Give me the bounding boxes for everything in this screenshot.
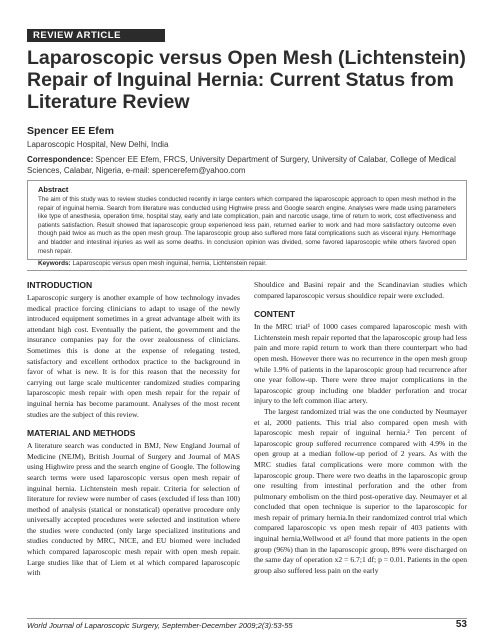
keywords (38, 259, 456, 268)
methods-heading: MATERIAL AND METHODS (27, 428, 136, 439)
keywords-text: Laparoscopic versus open mesh inguinal, hernia, Lichtenstein repair. (72, 260, 267, 268)
section-label: REVIEW ARTICLE (33, 30, 121, 41)
affiliation: Laparoscopic Hospital, New Delhi, India (27, 140, 169, 149)
page-footer (27, 618, 467, 631)
right-column (254, 280, 467, 576)
introduction-heading: INTRODUCTION (27, 280, 93, 290)
methods-text: A literature search was conducted in BMJ, New England Journal of Medicine (NEJM), British Journal of Surgery and Journal of MAS using Highwire press and the search engine of Google. The following search terms were used laparoscopic versus open mesh repair of inguinal hernia. Lichtenstein mesh repair. Criteria for selection of literature for review were number of cases (excluded if less than 100) method of analysis (statical or nonstatical) operative procedure only universally accepted procedures were selected and institution where the studies were conducted (only large specialized institutions and studies conducted by MRC, NICE, and EU biomed were included which compared laparoscopic mesh repair with open mesh repair. Large studies like that of Liem et al which compared laparoscopic with (27, 441, 240, 578)
divider (27, 270, 467, 271)
content-paragraph-1: In the MRC trial¹ of 1000 cases compared laparoscopic mesh with Lichtenstein mesh repair reported that the laparoscopic group had less pain and more rapid return to work than there counterpart who had open mesh. However there was no recurrence in the open mesh group while 1.9% of patients in the laparoscopic group had recurrence after one year follow-up. There were three major complications in the laparoscopic group including one bladder perforation and trocar injury to the left common iliac artery. (254, 322, 467, 406)
article-title: Laparoscopic versus Open Mesh (Lichtenstein) Repair of Inguinal Hernia: Current Status from Literature Review (27, 47, 466, 113)
page-number: 53 (455, 619, 467, 630)
keywords-label: Keywords: (38, 260, 71, 268)
journal-citation: World Journal of Laparoscopic Surgery, September-December 2009;2(3):53-55 (27, 621, 293, 630)
correspondence-text: Spencer EE Efem, FRCS, University Department of Surgery, University of Calabar, College of Medical Sciences, Calabar, Nigeria, e-mail: spencerefem@yahoo.com (27, 155, 456, 175)
author-name: Spencer EE Efem (27, 125, 114, 137)
abstract-text: The aim of this study was to review studies conducted recently in large centers which compared the laparoscopic approach to open mesh method in the repair of inguinal hernia. Search from literature was conducted using Highwire press and Google search engine. Analyses were made using parameters like type of anesthesia, operation time, hospital stay, early and late complication, pain and narcotic usage, time of return to work, cost effectiveness and patients satisfaction. Result showed that laparoscopic group experienced less pain, returned earlier to work and had more satisfactory outcome even though paid twice as much as the open mesh group. The laparoscopic group also suffered more fatal complications such as visceral injury. Hemorrhage and bladder and intestinal injuries as well as some deaths. In conclusion opinion was divided, some favored laparoscopic while others favored open mesh repair. (38, 196, 456, 255)
content-paragraph-2: The largest randomized trial was the one conducted by Neumayer et al, 2000 patients. This trial also compared open mesh with laparoscopic mesh repair of inguinal hernia.² Ten percent of laparoscopic group suffered recurrence compared with 4.9% in the open group at a median follow-up period of 2 years. As with the MRC studies fatal complications were more common with the laparoscopic group. There were two deaths in the laparoscopic group one resulting from intestinal perforation and the other from pulmonary embolism on the third post-operative day. Neumayer et al concluded that open technique is superior to the laparoscopic for mesh repair of primary hernia.In their randomized control trial which compared laparoscopic vs open mesh repair of 403 patients with inguinal hernia,Wellwood et al³ found that more patients in the open group (96%) than in the laparoscopic group, 89% were discharged on the same day of operation x2 = 6.7;1 df; p = 0.01. Patients in the open group also suffered less pain on the early (254, 406, 467, 575)
correspondence-label: Correspondence: (27, 155, 94, 164)
left-column (27, 280, 240, 579)
right-column-continued-text: Shouldice and Basini repair and the Scandinavian studies which compared laparoscopic versus shouldice repair were excluded. (254, 280, 467, 300)
introduction-text: Laparoscopic surgery is another example of how technology invades medical practice forcing clinicians to adapt to usage of the newly introduced equipment sometimes in a great advantage albeit with its attendant high cost. Eventually the patient, the government and the insurance companies pay for the over zealousness of clinicians. Sometimes this is done at the expense of relegating tested, satisfactory and excellent orthodox practice to the background in favor of what is new. It is for this reason that the necessity for carrying out large scale multicenter randomized studies comparing laparoscopic mesh repair with open mesh repair for the repair of inguinal hernia has become paramount. Analyses of the most recent studies are the subject of this review. (27, 293, 240, 419)
section-label-banner (27, 29, 165, 42)
correspondence (27, 154, 473, 176)
content-heading: CONTENT (254, 309, 296, 320)
abstract-heading: Abstract (38, 185, 69, 194)
abstract-box (27, 180, 467, 268)
